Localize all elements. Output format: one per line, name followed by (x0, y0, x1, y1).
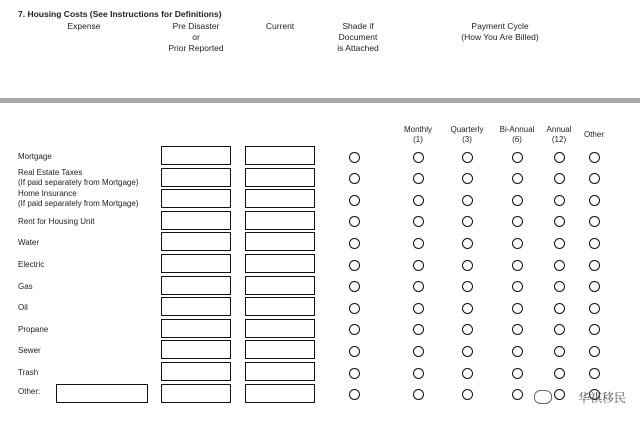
current-header: Current (265, 21, 295, 31)
frequency-radio-monthly[interactable] (413, 260, 424, 271)
frequency-radio-other[interactable] (589, 368, 600, 379)
frequency-header-other (569, 130, 619, 140)
row-label: Rent for Housing Unit (18, 216, 95, 226)
current-amount-field[interactable] (245, 211, 315, 230)
frequency-radio-biannual[interactable] (512, 281, 523, 292)
frequency-radio-monthly[interactable] (413, 389, 424, 400)
frequency-radio-other[interactable] (589, 346, 600, 357)
pre-disaster-amount-field[interactable] (161, 384, 231, 403)
current-amount-field[interactable] (245, 254, 315, 273)
payment-cycle-header (440, 21, 560, 43)
frequency-radio-monthly[interactable] (413, 173, 424, 184)
frequency-code: (1) (413, 135, 423, 144)
row-label: Propane (18, 324, 49, 334)
row-label: Trash (18, 368, 39, 377)
other-expense-name-field[interactable] (56, 384, 148, 403)
frequency-code: (12) (551, 135, 567, 144)
frequency-header-quarterly (442, 125, 492, 145)
frequency-radio-biannual[interactable] (512, 389, 523, 400)
frequency-radio-other[interactable] (589, 195, 600, 206)
row-label: Gas (18, 281, 33, 291)
frequency-radio-monthly[interactable] (413, 346, 424, 357)
payment-cycle-line-2: (How You Are Billed) (461, 32, 539, 42)
shade-line-2: Document (338, 32, 378, 42)
document-attached-radio[interactable] (349, 173, 360, 184)
row-label (18, 189, 139, 209)
frequency-name: Other (583, 130, 604, 139)
wechat-logo-icon (534, 390, 552, 404)
shade-header (325, 21, 391, 54)
frequency-radio-biannual[interactable] (512, 152, 523, 163)
frequency-radio-other[interactable] (589, 173, 600, 184)
frequency-radio-other[interactable] (589, 216, 600, 227)
frequency-radio-biannual[interactable] (512, 324, 523, 335)
frequency-header-monthly (393, 125, 443, 145)
frequency-radio-biannual[interactable] (512, 238, 523, 249)
current-amount-field[interactable] (245, 297, 315, 316)
frequency-radio-annual[interactable] (554, 216, 565, 227)
row-label-text: Home Insurance (18, 189, 77, 199)
frequency-radio-biannual[interactable] (512, 260, 523, 271)
pre-disaster-amount-field[interactable] (161, 319, 231, 338)
document-attached-radio[interactable] (349, 195, 360, 206)
pre-disaster-amount-field[interactable] (161, 189, 231, 208)
frequency-radio-quarterly[interactable] (462, 260, 473, 271)
row-label-text: Real Estate Taxes (18, 167, 83, 177)
frequency-radio-monthly[interactable] (413, 303, 424, 314)
row-label-note: (If paid separately from Mortgage) (18, 199, 139, 209)
frequency-radio-annual[interactable] (554, 195, 565, 206)
frequency-radio-other[interactable] (589, 303, 600, 314)
current-amount-field[interactable] (245, 340, 315, 359)
row-label: Mortgage (18, 152, 52, 161)
section-title: 7. Housing Costs (See Instructions for Definitions) (18, 9, 222, 19)
document-attached-radio[interactable] (349, 303, 360, 314)
pre-disaster-header (160, 21, 232, 54)
frequency-radio-quarterly[interactable] (462, 389, 473, 400)
current-amount-field[interactable] (245, 319, 315, 338)
frequency-radio-monthly[interactable] (413, 152, 424, 163)
frequency-radio-biannual[interactable] (512, 368, 523, 379)
frequency-radio-biannual[interactable] (512, 173, 523, 184)
frequency-radio-quarterly[interactable] (462, 195, 473, 206)
current-amount-field[interactable] (245, 384, 315, 403)
document-attached-radio[interactable] (349, 346, 360, 357)
row-label: Sewer (18, 346, 41, 356)
payment-cycle-line-1: Payment Cycle (471, 21, 529, 31)
expense-header: Expense (67, 21, 101, 31)
frequency-radio-annual[interactable] (554, 281, 565, 292)
frequency-radio-quarterly[interactable] (462, 238, 473, 249)
current-amount-field[interactable] (245, 189, 315, 208)
frequency-radio-quarterly[interactable] (462, 346, 473, 357)
current-amount-field[interactable] (245, 362, 315, 381)
frequency-name: Bi-Annual (499, 125, 535, 134)
pre-disaster-amount-field[interactable] (161, 297, 231, 316)
frequency-radio-quarterly[interactable] (462, 324, 473, 335)
document-attached-radio[interactable] (349, 281, 360, 292)
frequency-code: (3) (462, 135, 472, 144)
section-divider (0, 98, 640, 103)
pre-disaster-amount-field[interactable] (161, 146, 231, 165)
current-amount-field[interactable] (245, 146, 315, 165)
pre-disaster-amount-field[interactable] (161, 211, 231, 230)
frequency-radio-biannual[interactable] (512, 216, 523, 227)
frequency-radio-monthly[interactable] (413, 216, 424, 227)
pre-disaster-amount-field[interactable] (161, 168, 231, 187)
frequency-code: (6) (512, 135, 522, 144)
frequency-radio-quarterly[interactable] (462, 281, 473, 292)
document-attached-radio[interactable] (349, 238, 360, 249)
frequency-radio-quarterly[interactable] (462, 152, 473, 163)
frequency-radio-annual[interactable] (554, 260, 565, 271)
row-label: Electric (18, 260, 45, 269)
frequency-radio-quarterly[interactable] (462, 303, 473, 314)
pre-disaster-line-3: Prior Reported (168, 43, 224, 53)
frequency-radio-annual[interactable] (554, 303, 565, 314)
frequency-name: Quarterly (450, 125, 484, 134)
frequency-radio-biannual[interactable] (512, 195, 523, 206)
frequency-radio-monthly[interactable] (413, 238, 424, 249)
frequency-name: Monthly (403, 125, 432, 134)
document-attached-radio[interactable] (349, 260, 360, 271)
document-attached-radio[interactable] (349, 152, 360, 163)
frequency-radio-monthly[interactable] (413, 368, 424, 379)
frequency-radio-monthly[interactable] (413, 281, 424, 292)
document-attached-radio[interactable] (349, 324, 360, 335)
frequency-radio-annual[interactable] (554, 389, 565, 400)
current-amount-field[interactable] (245, 232, 315, 251)
pre-disaster-amount-field[interactable] (161, 276, 231, 295)
watermark-text: 华祺移民 (577, 391, 626, 405)
pre-disaster-amount-field[interactable] (161, 254, 231, 273)
frequency-radio-biannual[interactable] (512, 303, 523, 314)
pre-disaster-amount-field[interactable] (161, 232, 231, 251)
pre-disaster-amount-field[interactable] (161, 340, 231, 359)
frequency-radio-quarterly[interactable] (462, 216, 473, 227)
row-label: Other: (18, 386, 41, 396)
document-attached-radio[interactable] (349, 368, 360, 379)
frequency-radio-other[interactable] (589, 260, 600, 271)
frequency-radio-annual[interactable] (554, 368, 565, 379)
frequency-radio-other[interactable] (589, 238, 600, 249)
frequency-radio-other[interactable] (589, 152, 600, 163)
document-attached-radio[interactable] (349, 216, 360, 227)
shade-line-1: Shade if (342, 21, 374, 31)
frequency-radio-annual[interactable] (554, 324, 565, 335)
frequency-radio-biannual[interactable] (512, 346, 523, 357)
frequency-radio-other[interactable] (589, 281, 600, 292)
document-attached-radio[interactable] (349, 389, 360, 400)
frequency-radio-annual[interactable] (554, 346, 565, 357)
frequency-radio-quarterly[interactable] (462, 173, 473, 184)
row-label-note: (If paid separately from Mortgage) (18, 177, 139, 187)
frequency-radio-monthly[interactable] (413, 324, 424, 335)
frequency-radio-annual[interactable] (554, 238, 565, 249)
frequency-radio-quarterly[interactable] (462, 368, 473, 379)
pre-disaster-line-1: Pre Disaster (172, 21, 220, 31)
current-amount-field[interactable] (245, 276, 315, 295)
shade-line-3: is Attached (337, 43, 379, 53)
frequency-radio-monthly[interactable] (413, 195, 424, 206)
frequency-radio-annual[interactable] (554, 152, 565, 163)
current-amount-field[interactable] (245, 168, 315, 187)
row-label: Oil (18, 303, 28, 313)
pre-disaster-amount-field[interactable] (161, 362, 231, 381)
pre-disaster-line-2: or (192, 32, 200, 42)
frequency-name: Annual (546, 125, 572, 134)
frequency-radio-annual[interactable] (554, 173, 565, 184)
frequency-radio-other[interactable] (589, 324, 600, 335)
row-label (18, 168, 139, 188)
row-label: Water (18, 238, 40, 248)
